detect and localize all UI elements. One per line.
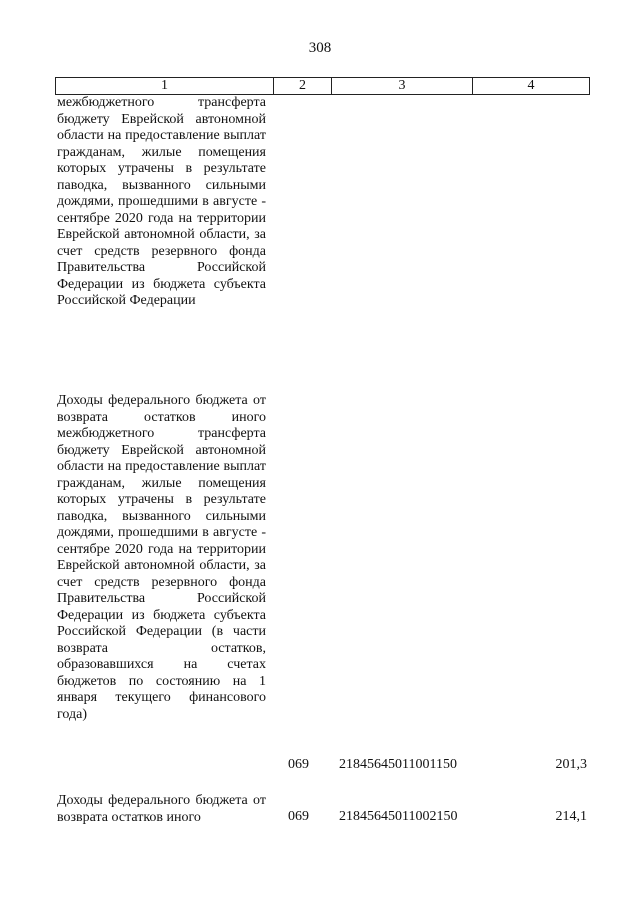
header-col-1: 1	[56, 78, 274, 95]
row-budget-code: 21845645011002150	[339, 809, 458, 824]
page-number: 308	[308, 40, 332, 56]
row-admin-code: 069	[288, 757, 309, 772]
header-col-3: 3	[332, 78, 473, 95]
row-admin-code: 069	[288, 809, 309, 824]
row-description: межбюджетного трансферта бюджету Еврейской автономной области на предоставление выплат гражданам, жилые помещения которых утрачены в результате паводка, вызванного сильными дождями, прошедшими в августе - сентябре 2020 года на территории Еврейской автономной области, за счет средств резервного фонда Правительства Российской Федерации из бюджета субъекта Российской Федерации	[57, 95, 266, 308]
row-amount: 214,1	[555, 809, 587, 824]
row-budget-code: 21845645011001150	[339, 757, 457, 772]
row-amount: 201,3	[555, 757, 587, 772]
row-description: Доходы федерального бюджета от возврата остатков иного межбюджетного трансферта бюджету Еврейской автономной области на предоставление выплат гражданам, жилые помещения которых утрачены в результате паводка, вызванного сильными дождями, прошедшими в августе - сентябре 2020 года на территории Еврейской автономной области, за счет средств резервного фонда Правительства Российской Федерации из бюджета субъекта Российской Федерации (в части возврата остатков, образовавшихся на счетах бюджетов по состоянию на 1 января текущего финансового года)	[57, 393, 266, 722]
row-description: Доходы федерального бюджета от возврата остатков иного	[57, 793, 266, 825]
header-col-4: 4	[473, 78, 590, 95]
column-number-header	[55, 77, 590, 95]
header-col-2: 2	[274, 78, 332, 95]
